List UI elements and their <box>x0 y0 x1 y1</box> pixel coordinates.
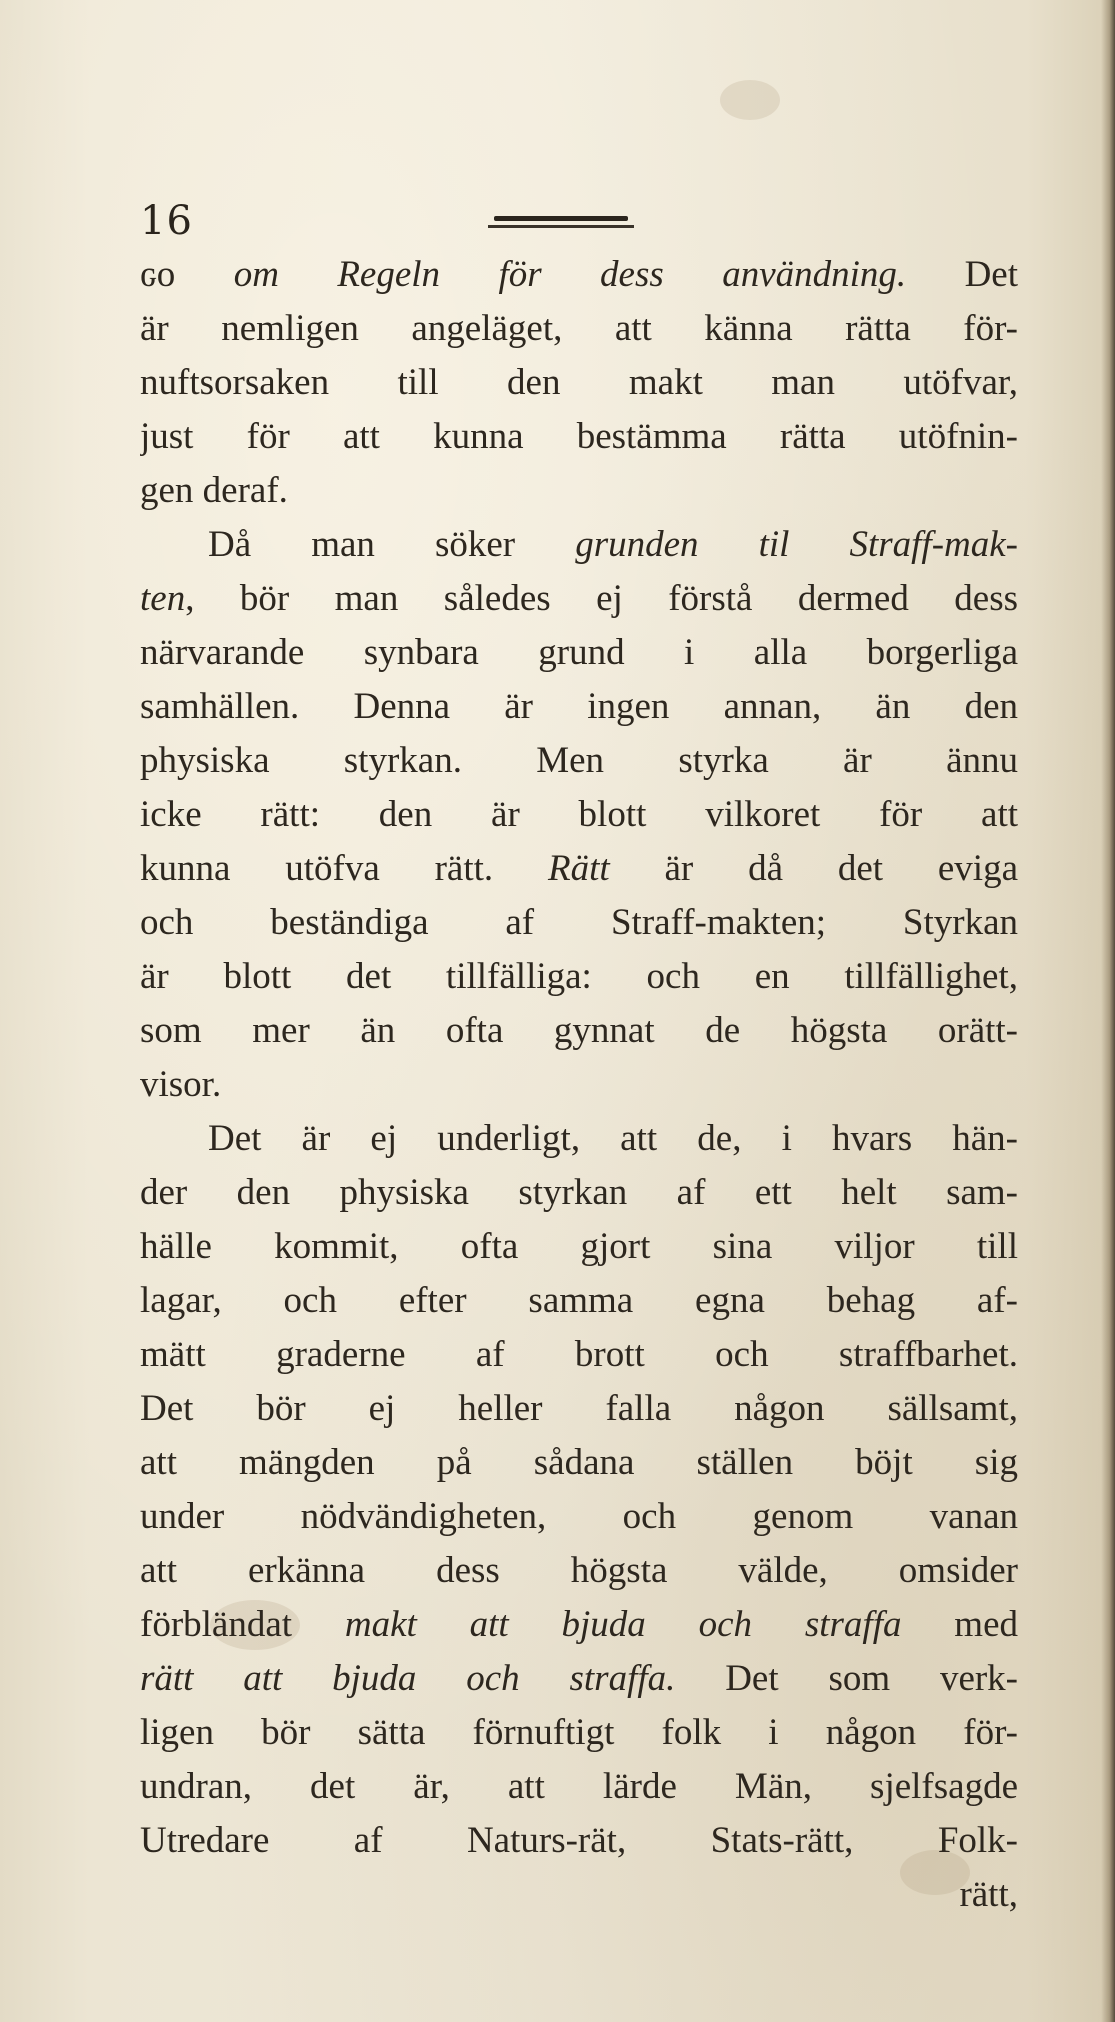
text-line <box>140 302 1018 356</box>
italic-text-segment: rätt att bjuda och straffa. <box>140 1658 676 1699</box>
text-line <box>140 734 1018 788</box>
text-segment: samhällen. Denna är ingen annan, än den <box>140 686 1018 727</box>
text-segment: icke rätt: den är blott vilkoret för att <box>140 794 1018 835</box>
text-line <box>140 1166 1018 1220</box>
text-line <box>140 842 1018 896</box>
text-line <box>140 1544 1018 1598</box>
text-segment: kunna utöfva rätt. <box>140 848 548 889</box>
text-segment: undran, det är, att lärde Män, sjelfsagde <box>140 1766 1018 1807</box>
text-line <box>140 410 1018 464</box>
text-line <box>140 788 1018 842</box>
body-text <box>140 248 1018 1922</box>
header-rule-ornament <box>488 216 634 230</box>
page-spine-shadow <box>1101 0 1115 2022</box>
text-line <box>140 896 1018 950</box>
text-line <box>140 1328 1018 1382</box>
text-segment: med <box>901 1604 1018 1645</box>
text-line <box>140 1490 1018 1544</box>
text-segment: ԍo <box>140 254 234 295</box>
text-line <box>140 1652 1018 1706</box>
text-segment: Det bör ej heller falla någon sällsamt, <box>140 1388 1018 1429</box>
text-line <box>140 356 1018 410</box>
text-segment: Det är ej underligt, att de, i hvars hän- <box>208 1118 1018 1159</box>
text-segment: att mängden på sådana ställen böjt sig <box>140 1442 1018 1483</box>
text-line <box>140 1274 1018 1328</box>
text-segment: nuftsorsaken till den makt man utöfvar, <box>140 362 1018 403</box>
text-segment: physiska styrkan. Men styrka är ännu <box>140 740 1018 781</box>
text-segment: Utredare af Naturs-rät, Stats-rätt, Folk- <box>140 1820 1018 1861</box>
text-segment: närvarande synbara grund i alla borgerliga <box>140 632 1018 673</box>
text-line <box>140 1382 1018 1436</box>
text-segment: är nemligen angeläget, att känna rätta för- <box>140 308 1018 349</box>
italic-text-segment: Rätt <box>548 848 610 889</box>
text-line <box>140 626 1018 680</box>
text-line <box>140 1814 1018 1868</box>
text-line <box>140 680 1018 734</box>
text-line <box>140 572 1018 626</box>
text-segment: förbländat <box>140 1604 345 1645</box>
page-number: 16 <box>140 198 193 244</box>
paper-stain <box>720 80 780 120</box>
italic-text-segment: grunden til Straff-mak- <box>575 524 1018 565</box>
text-segment: ligen bör sätta förnuftigt folk i någon för- <box>140 1712 1018 1753</box>
text-line <box>140 1706 1018 1760</box>
text-segment: mätt graderne af brott och straffbarhet. <box>140 1334 1018 1375</box>
text-segment: är då det eviga <box>609 848 1018 889</box>
text-line <box>140 1220 1018 1274</box>
text-line <box>140 950 1018 1004</box>
italic-text-segment: makt att bjuda och straffa <box>344 1604 902 1645</box>
text-segment: visor. <box>140 1064 222 1105</box>
italic-text-segment: ten <box>140 578 186 619</box>
text-line <box>140 464 1018 518</box>
text-segment: just för att kunna bestämma rätta utöfnin- <box>140 416 1018 457</box>
text-line <box>140 248 1018 302</box>
text-segment: gen deraf. <box>140 470 288 511</box>
text-line <box>140 1058 1018 1112</box>
text-segment: , bör man således ej förstå dermed dess <box>185 578 1018 619</box>
text-segment: Då man söker <box>208 524 576 565</box>
text-line <box>140 1112 1018 1166</box>
text-line <box>140 1598 1018 1652</box>
text-segment: och beständiga af Straff-makten; Styrkan <box>140 902 1018 943</box>
text-line <box>140 1436 1018 1490</box>
text-segment: under nödvändigheten, och genom vanan <box>140 1496 1018 1537</box>
text-segment: är blott det tillfälliga: och en tillfällighet, <box>140 956 1018 997</box>
text-segment: Det <box>906 254 1018 295</box>
text-line <box>140 518 1018 572</box>
text-segment: Det som verk- <box>675 1658 1018 1699</box>
catchword: rätt, <box>959 1874 1018 1915</box>
text-line <box>140 1004 1018 1058</box>
italic-text-segment: om Regeln för dess användning. <box>233 254 907 295</box>
text-segment: hälle kommit, ofta gjort sina viljor till <box>140 1226 1018 1267</box>
text-segment: lagar, och efter samma egna behag af- <box>140 1280 1018 1321</box>
text-segment: att erkänna dess högsta välde, omsider <box>140 1550 1018 1591</box>
text-line <box>140 1760 1018 1814</box>
text-segment: der den physiska styrkan af ett helt sam- <box>140 1172 1018 1213</box>
text-segment: som mer än ofta gynnat de högsta orätt- <box>140 1010 1018 1051</box>
